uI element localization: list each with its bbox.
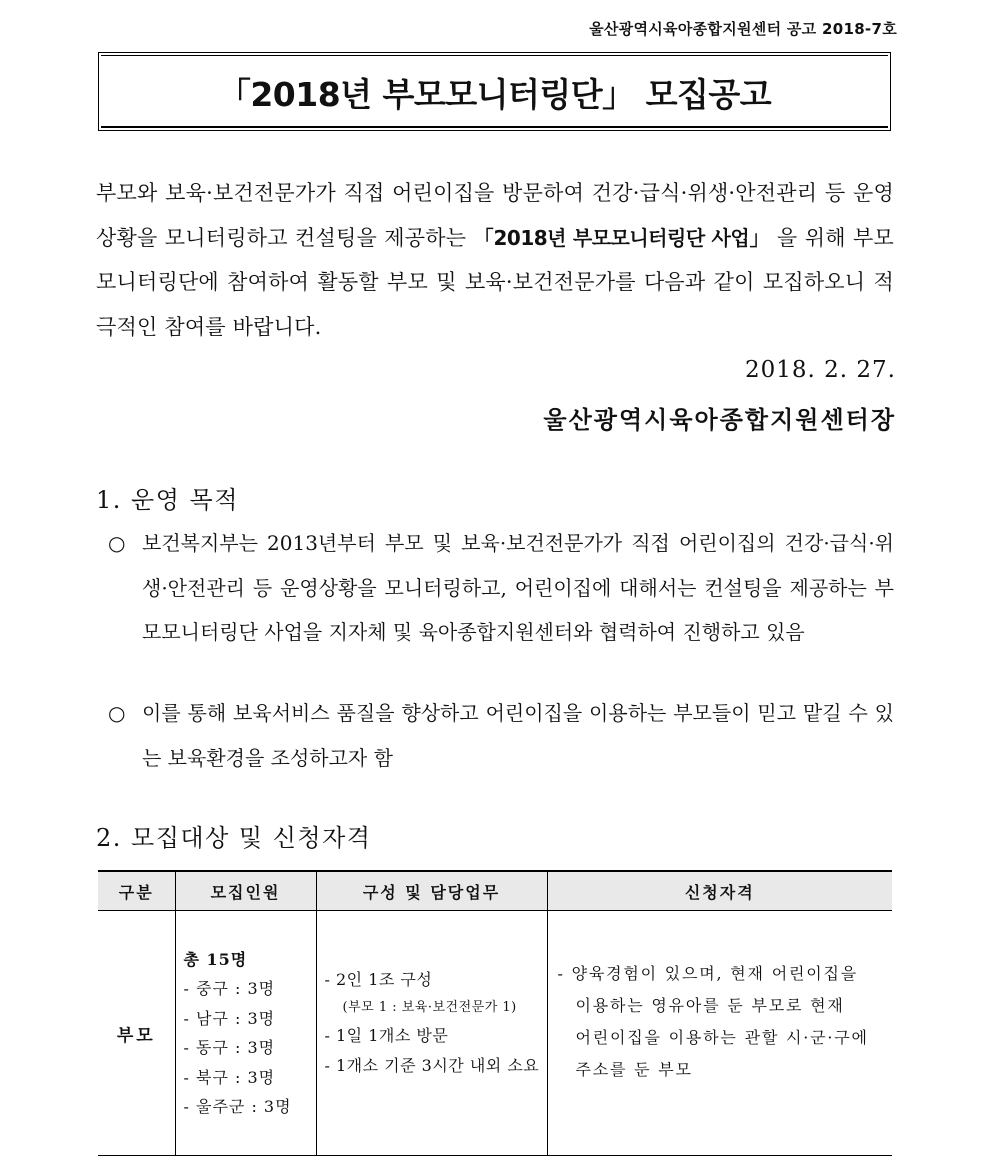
qualification-cell (547, 911, 892, 1156)
table-header-row (98, 871, 892, 911)
role-note: (부모 1 : 보육·보건전문가 1) (342, 1000, 517, 1015)
district-count: - 남구 : 3명 (183, 1008, 276, 1028)
district-count: - 울주군 : 3명 (183, 1097, 292, 1116)
roles-cell (316, 911, 547, 1156)
header-category: 구분 (98, 871, 175, 911)
circle-bullet-icon: ○ (108, 701, 126, 725)
qualification-line: 주소를 둔 부모 (575, 1060, 693, 1079)
district-count: - 북구 : 3명 (183, 1067, 276, 1087)
total-count: 총 15명 (183, 949, 248, 969)
role-item: - 1개소 기준 3시간 내외 소요 (324, 1056, 540, 1075)
intro-text-1: 부모와 보육·보건전문가가 직접 어린이집을 방문하여 건강·급식·위생·안전관리 등 운영상황을 모니터링하고 컨설팅을 제공하는 (96, 181, 894, 250)
header-recruit-count: 모집인원 (175, 871, 316, 911)
section-title-eligibility: 2. 모집대상 및 신청자격 (96, 824, 372, 852)
qualification-line: 어린이집을 이용하는 관할 시·군·구에 (575, 1028, 869, 1047)
district-count: - 동구 : 3명 (183, 1038, 276, 1057)
announcement-date: 2018. 2. 27. (745, 357, 896, 383)
recruitment-table (98, 870, 892, 1156)
intro-paragraph (96, 171, 894, 349)
district-count: - 중구 : 3명 (183, 979, 276, 998)
qualification-line: 이용하는 영유아를 둔 부모로 현재 (575, 996, 845, 1015)
purpose-bullet-text: 보건복지부는 2013년부터 부모 및 보육·보건전문가가 직접 어린이집의 건강·급식·위생·안전관리 등 운영상황을 모니터링하고, 어린이집에 대해서는 컨설팅을 제공하는 부모모니터링단 사업을 지자체 및 육아종합지원센터와 협력하여 진행하고 있음 (142, 531, 894, 644)
header-roles: 구성 및 담당업무 (316, 871, 547, 911)
signer: 울산광역시육아종합지원센터장 (543, 405, 896, 434)
announcement-number: 울산광역시육아종합지원센터 공고 2018-7호 (589, 20, 897, 38)
recruit-count-cell (175, 911, 316, 1156)
table-row (98, 911, 892, 1156)
qualification-line: - 양육경험이 있으며, 현재 어린이집을 (557, 964, 858, 983)
section-title-purpose: 1. 운영 목적 (96, 486, 239, 514)
page-title: 「2018년 부모모니터링단」 모집공고 (217, 75, 772, 114)
title-box (98, 52, 891, 131)
role-item: - 1일 1개소 방문 (324, 1026, 449, 1045)
header-qualification: 신청자격 (547, 871, 892, 911)
purpose-bullet-text: 이를 통해 보육서비스 품질을 향상하고 어린이집을 이용하는 부모들이 믿고 맡길 수 있는 보육환경을 조성하고자 함 (142, 701, 894, 770)
intro-program-name: 「2018년 부모모니터링단 사업」 (473, 225, 770, 250)
role-item: - 2인 1조 구성 (324, 970, 433, 989)
row-category: 부모 (98, 911, 175, 1156)
circle-bullet-icon: ○ (108, 531, 126, 555)
intro-text-2: 을 위해 부모모니터링단에 참여하여 활동할 부모 및 보육·보건전문가를 다음과 같이 모집하오니 적극적인 참여를 바랍니다. (96, 225, 894, 339)
